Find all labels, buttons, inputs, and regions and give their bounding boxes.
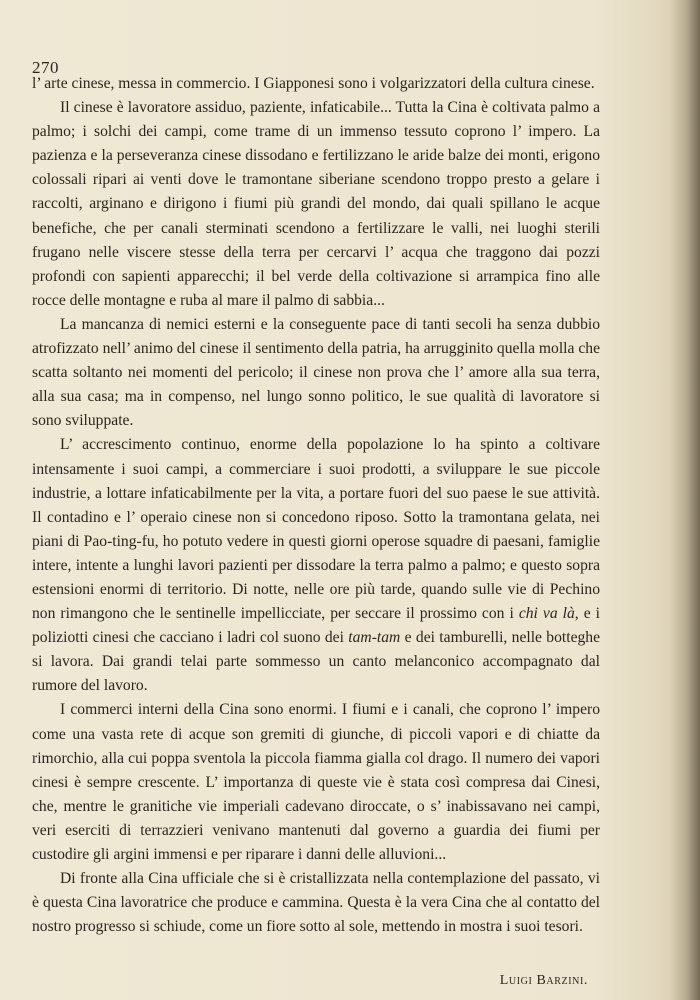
author-signature: Luigi Barzini. — [499, 973, 588, 988]
page-number: 270 — [32, 58, 59, 77]
paragraph: L’ accrescimento continuo, enorme della popolazione lo ha spinto a coltivare intensamente i suoi campi, a commerciare i suoi prodotti, a sviluppare le sue piccole industrie, a lottare infaticabilmente per la vita, a portare fuori del suo paese le sue attività. Il contadino e l’ operaio cinese non si concedono riposo. Sotto la tramontana gelata, nei piani di Pao-ting-fu, ho potuto vedere in questi giorni operose squadre di paesani, famiglie intere, intente a lunghi lavori pazienti per dissodare la terra palmo a palmo; e questo sopra estensioni enormi di territorio. Di notte, nelle ore più tarde, quando sulle vie di Pechino non rimangono che le sentinelle impellicciate, per seccare il prossimo con i chi va là, e i poliziotti cinesi che cacciano i ladri col suono dei tam-tam e dei tamburelli, nelle botteghe si lavora. Dai grandi telai parte sommesso un canto melanconico accompagnato dal rumore del lavoro. — [32, 436, 601, 695]
paragraph: La mancanza di nemici esterni e la conseguente pace di tanti secoli ha senza dubbio atrofizzato nell’ animo del cinese il sentimento della patria, ha arrugginito quella molla che scatta soltanto nei momenti del pericolo; il cinese non prova che l’ amore alla sua terra, alla sua casa; ma in compenso, nel lungo sonno politico, le sue qualità di lavoratore si sono sviluppate. — [32, 315, 600, 430]
paragraph-continued: l’ arte cinese, messa in commercio. I Giapponesi sono i volgarizzatori della cultura cinese. — [32, 75, 595, 92]
body-text — [32, 72, 600, 939]
page-gutter-shadow — [670, 0, 700, 1000]
paragraph: Il cinese è lavoratore assiduo, paziente, infaticabile... Tutta la Cina è coltivata palmo a palmo; i solchi dei campi, come trame di un immenso tessuto coprono l’ impero. La pazienza e la perseveranza cinese dissodano e fertilizzano le aride balze dei monti, erigono colossali ripari ai venti dove le tramontane siberiane scendono troppo presto a gelare i raccolti, arginano e dirigono i fiumi più grandi del mondo, dai quali spillano le acque benefiche, che per canali sterminati scendono a fertilizzare le valli, nei luoghi sterili frugano nelle viscere stesse della terra per cercarvi l’ acqua che traggono dai pozzi profondi con sapienti apparecchi; il bel verde della coltivazione si arrampica fino alle rocce delle montagne e ruba al mare il palmo di sabbia... — [32, 99, 600, 309]
paragraph: I commerci interni della Cina sono enormi. I fiumi e i canali, che coprono l’ impero come una vasta rete di acque son gremiti di giunche, di piccoli vapori e di chiatte da rimorchio, alla cui poppa sventola la piccola fiamma gialla col drago. Il numero dei vapori cinesi è sempre crescente. L’ importanza di queste vie è stata così compresa dai Cinesi, che, mentre le granitiche vie imperiali cadevano diroccate, o s’ inabissavano nei campi, veri eserciti di terrazzieri venivano mantenuti dal governo a guardia dei fiumi per custodire gli argini immensi e per riparare i danni delle alluvioni... — [32, 701, 600, 863]
paragraph: Di fronte alla Cina ufficiale che si è cristallizzata nella contemplazione del passato, vi è questa Cina lavoratrice che produce e cammina. Questa è la vera Cina che al contatto del nostro progresso si schiude, come un fiore sotto al sole, mettendo in mostra i suoi tesori. — [32, 870, 600, 936]
